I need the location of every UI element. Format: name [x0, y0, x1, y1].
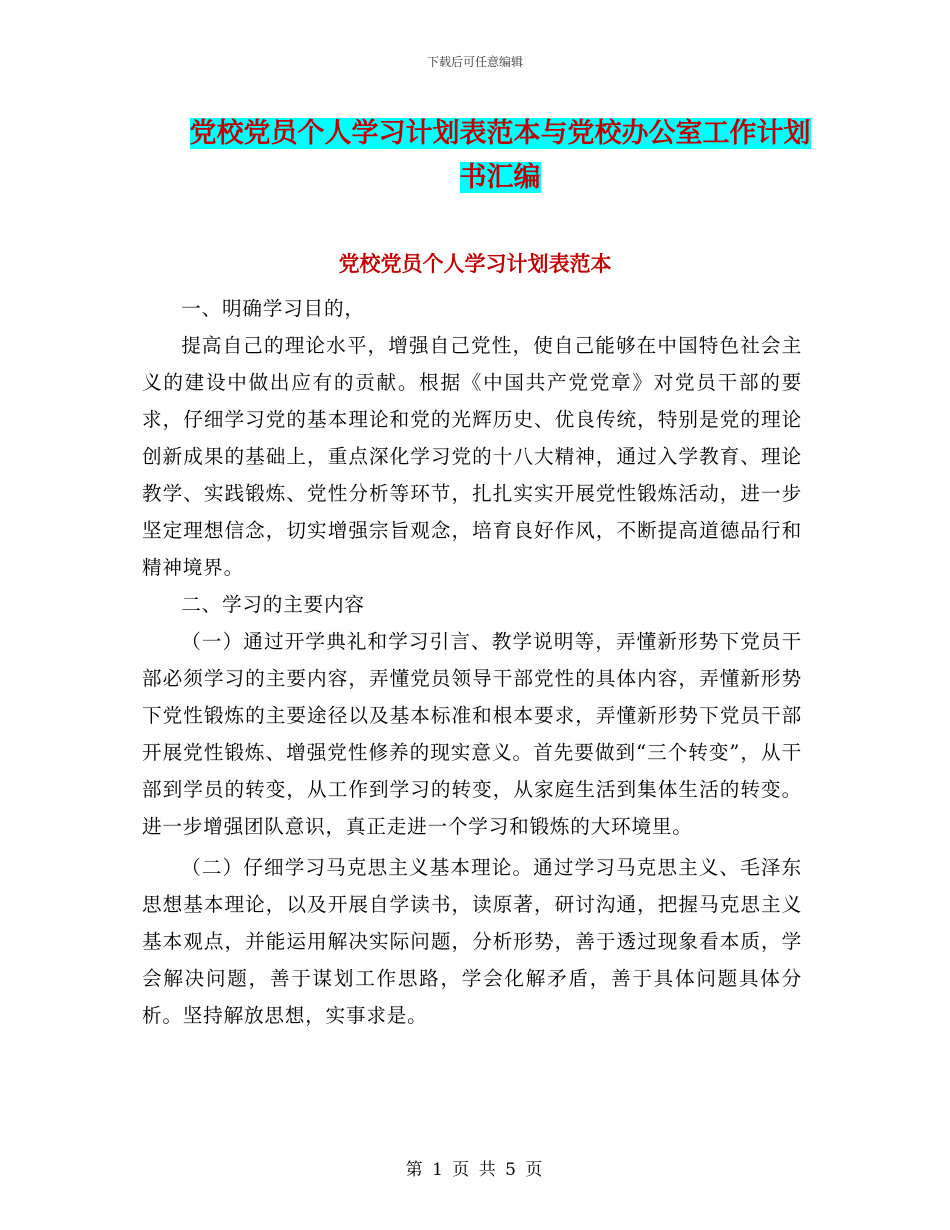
section-heading-2: 二、学习的主要内容: [181, 593, 365, 616]
section-heading-1: 一、明确学习目的，: [181, 297, 365, 320]
document-title: [150, 112, 850, 200]
paragraph: （二）仔细学习马克思主义基本理论。通过学习马克思主义、毛泽东思想基本理论，以及开展自学读书，读原著，研讨沟通，把握马克思主义基本观点，并能运用解决实际问题，分析形势，善于透过现象看本质，学会解决问题，善于谋划工作思路，学会化解矛盾，善于具体问题具体分析。坚持解放思想，实事求是。: [142, 856, 802, 1027]
document-body: [142, 290, 802, 1034]
page-header-note: 下载后可任意编辑: [426, 55, 523, 69]
document-title-line1: 党校党员个人学习计划表范本与党校办公室工作计划: [189, 118, 811, 149]
paragraph: （一）通过开学典礼和学习引言、教学说明等，弄懂新形势下党员干部必须学习的主要内容，弄懂党员领导干部党性的具体内容，弄懂新形势下党性锻炼的主要途径以及基本标准和根本要求，弄懂新形势下党员干部开展党性锻炼、增强党性修养的现实意义。首先要做到“三个转变”，从干部到学员的转变，从工作到学习的转变，从家庭生活到集体生活的转变。进一步增强团队意识，真正走进一个学习和锻炼的大环境里。: [142, 630, 802, 838]
page-footer: 第 1 页 共 5 页: [405, 1160, 545, 1180]
document-title-line2: 书汇编: [459, 162, 541, 193]
paragraph: 提高自己的理论水平，增强自己党性，使自己能够在中国特色社会主义的建设中做出应有的贡献。根据《中国共产党党章》对党员干部的要求，仔细学习党的基本理论和党的光辉历史、优良传统，特别是党的理论创新成果的基础上，重点深化学习党的十八大精神，通过入学教育、理论教学、实践锻炼、党性分析等环节，扎扎实实开展党性锻炼活动，进一步坚定理想信念，切实增强宗旨观念，培育良好作风，不断提高道德品行和精神境界。: [142, 334, 802, 579]
section-title: 党校党员个人学习计划表范本: [338, 251, 612, 276]
